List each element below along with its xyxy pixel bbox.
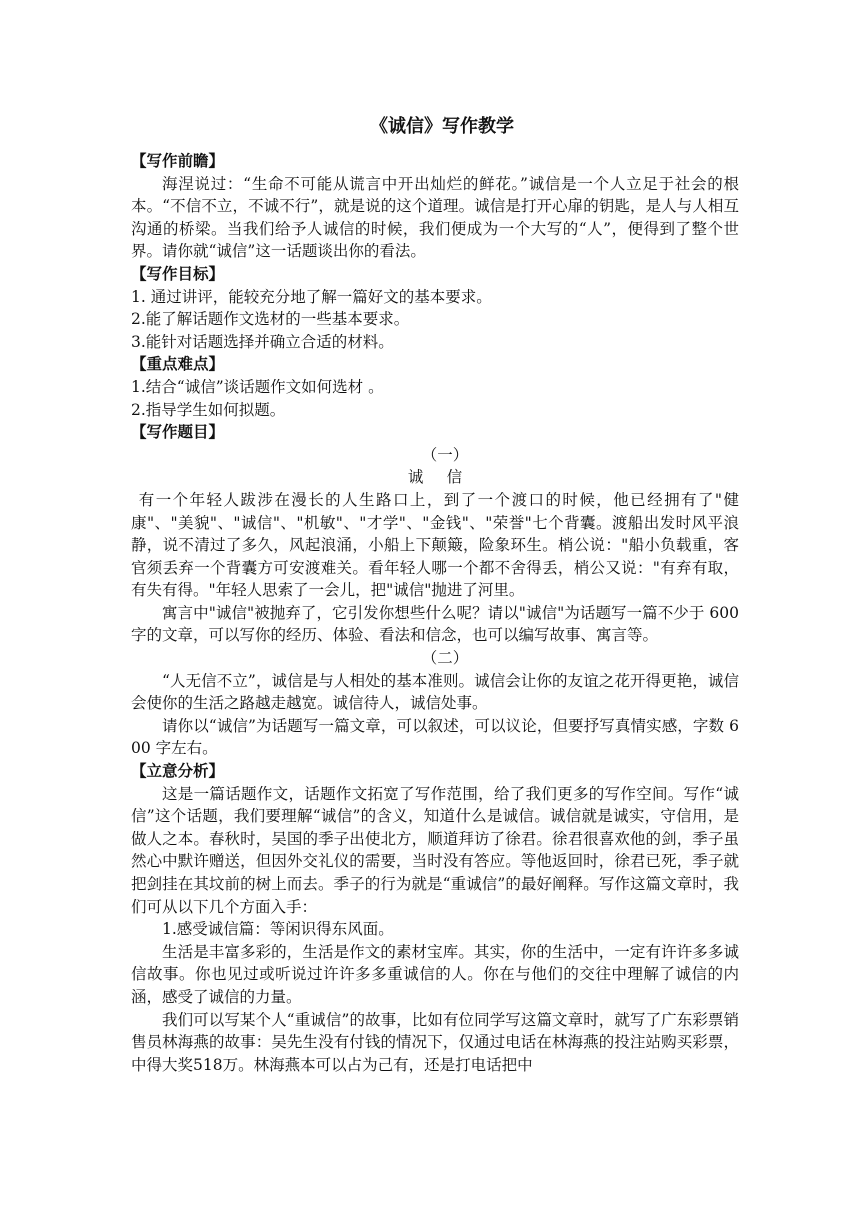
section-heading-preface: 【写作前瞻】 bbox=[131, 151, 225, 170]
topic2-number: （二） bbox=[421, 649, 469, 668]
key-item-2: 2.指导学生如何拟题。 bbox=[131, 400, 286, 419]
section-heading-analysis: 【立意分析】 bbox=[131, 761, 225, 781]
section-heading-keys: 【重点难点】 bbox=[131, 354, 225, 374]
paragraph-topic1-prompt: 寓言中"诚信"被抛弃了，它引发你想些什么呢？请以"诚信"为话题写一篇不少于 600 字的文章，可以写你的经历、体验、看法和信念，也可以编写故事、寓言等。 bbox=[131, 603, 739, 645]
analysis-point-1: 1.感受诚信篇：等闲识得东风面。 bbox=[162, 920, 394, 939]
paragraph-analysis: 这是一篇话题作文，话题作文拓宽了写作范围，给了我们更多的写作空间。写作“诚信”这个话题，我们要理解“诚信”的含义，知道什么是诚信。诚信就是诚实，守信用，是做人之本。春秋时，吴国的季子出使北方，顺道拜访了徐君。徐君很喜欢他的剑，季子虽然心中默许赠送，但因外交礼仪的需要，当时没有答应。等他返回时，徐君已死，季子就把剑挂在其坟前的树上而去。季子的行为就是“重诚信”的最好阐释。写作这篇文章时，我们可从以下几个方面入手： bbox=[131, 784, 739, 916]
paragraph-point1-example: 我们可以写某个人“重诚信”的故事，比如有位同学写这篇文章时，就写了广东彩票销售员林海燕的故事：吴先生没有付钱的情况下，仅通过电话在林海燕的投注站购买彩票，中得大奖518万。林海燕本可以占为己有，还是打电话把中 bbox=[131, 1010, 739, 1074]
paragraph-preface: 海涅说过：“生命不可能从谎言中开出灿烂的鲜花。”诚信是一个人立足于社会的根本。“不信不立，不诚不行”，就是说的这个道理。诚信是打开心扉的钥匙，是人与人相互沟通的桥梁。当我们给予人诚信的时候，我们便成为一个大写的“人”，便得到了整个世界。请你就“诚信”这一话题谈出你的看法。 bbox=[131, 174, 739, 261]
paragraph-topic2-text: “人无信不立”，诚信是与人相处的基本准则。诚信会让你的友谊之花开得更艳，诚信会使你的生活之路越走越宽。诚信待人，诚信处事。 bbox=[131, 671, 739, 713]
document-page bbox=[131, 112, 739, 1076]
topic1-title: 诚信 bbox=[407, 468, 486, 487]
document-title: 《诚信》写作教学 bbox=[370, 116, 514, 137]
paragraph-topic2-prompt: 请你以“诚信”为话题写一篇文章，可以叙述，可以议论，但要抒写真情实感，字数 600 字左右。 bbox=[131, 716, 739, 758]
paragraph-topic1-story: 有一个年轻人跋涉在漫长的人生路口上，到了一个渡口的时候，他已经拥有了"健康"、"美貌"、"诚信"、"机敏"、"才学"、"金钱"、"荣誉"七个背囊。渡船出发时风平浪静，说不清过了多久，风起浪涌，小船上下颠簸，险象环生。梢公说："船小负载重，客官须丢弃一个背囊方可安渡难关。看年轻人哪一个都不舍得丢，梢公又说："有弃有取，有失有得。"年轻人思索了一会儿，把"诚信"抛进了河里。 bbox=[131, 490, 739, 600]
key-item-1: 1.结合“诚信”谈话题作文如何选材 。 bbox=[131, 377, 384, 396]
goal-item-3: 3.能针对话题选择并确立合适的材料。 bbox=[131, 332, 394, 351]
section-heading-goals: 【写作目标】 bbox=[131, 263, 225, 283]
goal-item-1: 1. 通过讲评，能较充分地了解一篇好文的基本要求。 bbox=[131, 287, 492, 306]
goal-item-2: 2.能了解话题作文选材的一些基本要求。 bbox=[131, 310, 410, 329]
topic1-number: （一） bbox=[421, 445, 469, 464]
section-heading-topics: 【写作题目】 bbox=[131, 422, 225, 442]
paragraph-point1-text: 生活是丰富多彩的，生活是作文的素材宝库。其实，你的生活中，一定有许许多多诚信故事。你也见过或听说过许许多多重诚信的人。你在与他们的交往中理解了诚信的内涵，感受了诚信的力量。 bbox=[131, 942, 739, 1006]
